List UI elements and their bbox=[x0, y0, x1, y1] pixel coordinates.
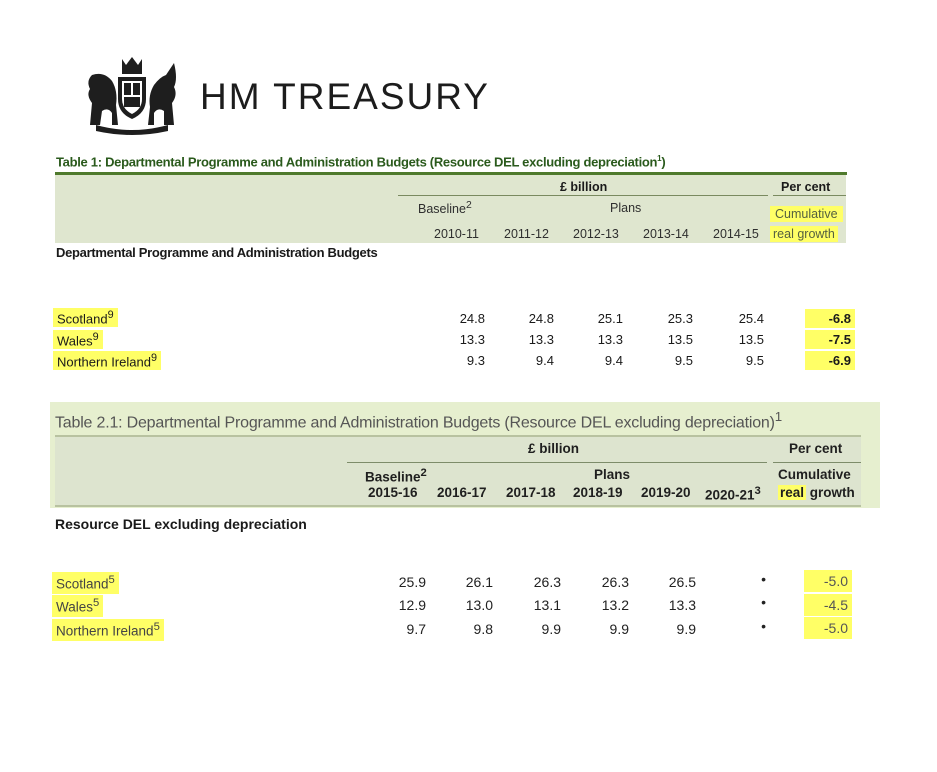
table1-cell: 25.1 bbox=[597, 311, 623, 326]
table2-year-5: 2019-20 bbox=[641, 485, 691, 500]
table2-year-6: $2020-21^3$ bbox=[705, 485, 761, 503]
table2-group-billion: £ billion bbox=[528, 441, 580, 456]
logo-text: HM TREASURY bbox=[200, 76, 490, 117]
table1-real-growth-label: real growth bbox=[770, 226, 838, 242]
table2-cell: 12.9 bbox=[398, 597, 426, 613]
table2-cell: 9.9 bbox=[609, 621, 629, 637]
table2-section-heading: Resource DEL excluding depreciation bbox=[55, 516, 307, 532]
table1-cell: 9.3 bbox=[466, 353, 485, 368]
table2-cell: 13.2 bbox=[601, 597, 629, 613]
table2-year-3: 2017-18 bbox=[506, 485, 556, 500]
table1-cell: 25.3 bbox=[667, 311, 693, 326]
table2-real-growth-label: real growth bbox=[780, 485, 855, 500]
table1-group-billion: £ billion bbox=[560, 180, 608, 194]
table2-cell: 25.9 bbox=[398, 574, 426, 590]
table1-cell: 24.8 bbox=[459, 311, 485, 326]
table2-cell: 9.7 bbox=[406, 621, 426, 637]
table2-year-1: 2015-16 bbox=[368, 485, 418, 500]
table1-cell: 9.5 bbox=[674, 353, 693, 368]
table2-row-label: Wales$^5$ bbox=[52, 595, 103, 617]
table1-year-1: 2010-11 bbox=[434, 227, 479, 241]
table1-growth-cell: -6.8 bbox=[805, 309, 855, 328]
table1-row-label: Northern Ireland$^9$ bbox=[53, 351, 161, 370]
table2-divider bbox=[347, 462, 767, 463]
table2-group-percent: Per cent bbox=[789, 441, 843, 456]
table1-section-heading: Departmental Programme and Administration Budgets bbox=[56, 245, 378, 260]
table1-plans-label: Plans bbox=[610, 201, 642, 215]
table2-title: Table 2.1: Departmental Programme and Administration Budgets (Resource DEL excluding depreciation)$^1$ bbox=[55, 409, 782, 432]
table2-header-bottom-rule bbox=[55, 505, 861, 507]
table1-growth-cell: -6.9 bbox=[805, 351, 855, 370]
table1-cell: 13.5 bbox=[738, 332, 764, 347]
table1-cumulative-label: Cumulative bbox=[770, 206, 843, 222]
table2-divider-percent bbox=[773, 462, 861, 463]
table1-baseline-label: Baseline$^2$ bbox=[418, 200, 472, 217]
table2-growth-cell: -4.5 bbox=[804, 594, 852, 616]
table2-cell: • bbox=[761, 571, 766, 587]
table2-cell: 13.0 bbox=[465, 597, 493, 613]
table2-cell: 13.3 bbox=[668, 597, 696, 613]
table2-cell: 9.8 bbox=[473, 621, 493, 637]
table1-divider bbox=[398, 195, 768, 196]
table2-year-2: 2016-17 bbox=[437, 485, 487, 500]
table1-growth-cell: -7.5 bbox=[805, 330, 855, 349]
table1-row-label: Wales$^9$ bbox=[53, 330, 103, 349]
table1-cell: 9.4 bbox=[604, 353, 623, 368]
table1-cell: 9.5 bbox=[745, 353, 764, 368]
table1-cell: 13.3 bbox=[597, 332, 623, 347]
table2-cell: 13.1 bbox=[533, 597, 561, 613]
table2-cell: 26.3 bbox=[601, 574, 629, 590]
table2-growth-cell: -5.0 bbox=[804, 570, 852, 592]
table2-growth-cell: -5.0 bbox=[804, 617, 852, 639]
table1-cell: 13.3 bbox=[528, 332, 554, 347]
table1-cell: 13.3 bbox=[459, 332, 485, 347]
table2-row-label: Northern Ireland$^5$ bbox=[52, 619, 164, 641]
table1-group-percent: Per cent bbox=[781, 180, 831, 194]
table2-cell: 26.3 bbox=[533, 574, 561, 590]
table2-plans-label: Plans bbox=[594, 467, 631, 482]
table2-cell: • bbox=[761, 594, 766, 610]
table2-cumulative-label: Cumulative bbox=[778, 467, 851, 482]
royal-coat-of-arms-icon bbox=[82, 55, 182, 135]
table1-cell: 9.4 bbox=[535, 353, 554, 368]
table1-cell: 13.5 bbox=[667, 332, 693, 347]
table2-cell: 26.5 bbox=[668, 574, 696, 590]
table2-cell: • bbox=[761, 618, 766, 634]
table1-cell: 25.4 bbox=[738, 311, 764, 326]
table1-row-label: Scotland$^9$ bbox=[53, 308, 118, 327]
table2-cell: 9.9 bbox=[676, 621, 696, 637]
table2-top-rule bbox=[55, 435, 861, 437]
table1-title: Table 1: Departmental Programme and Administration Budgets (Resource DEL excluding depreciation$^1$) bbox=[56, 154, 666, 170]
table1-year-2: 2011-12 bbox=[504, 227, 549, 241]
table2-row-label: Scotland$^5$ bbox=[52, 572, 119, 594]
table1-year-5: 2014-15 bbox=[713, 227, 759, 241]
table1-year-3: 2012-13 bbox=[573, 227, 619, 241]
table1-cell: 24.8 bbox=[528, 311, 554, 326]
table2-cell: 9.9 bbox=[541, 621, 561, 637]
table2-cell: 26.1 bbox=[465, 574, 493, 590]
table2-year-4: 2018-19 bbox=[573, 485, 623, 500]
table1-divider-percent bbox=[773, 195, 846, 196]
table2-baseline-label: Baseline$^2$ bbox=[365, 467, 427, 485]
table1-year-4: 2013-14 bbox=[643, 227, 689, 241]
